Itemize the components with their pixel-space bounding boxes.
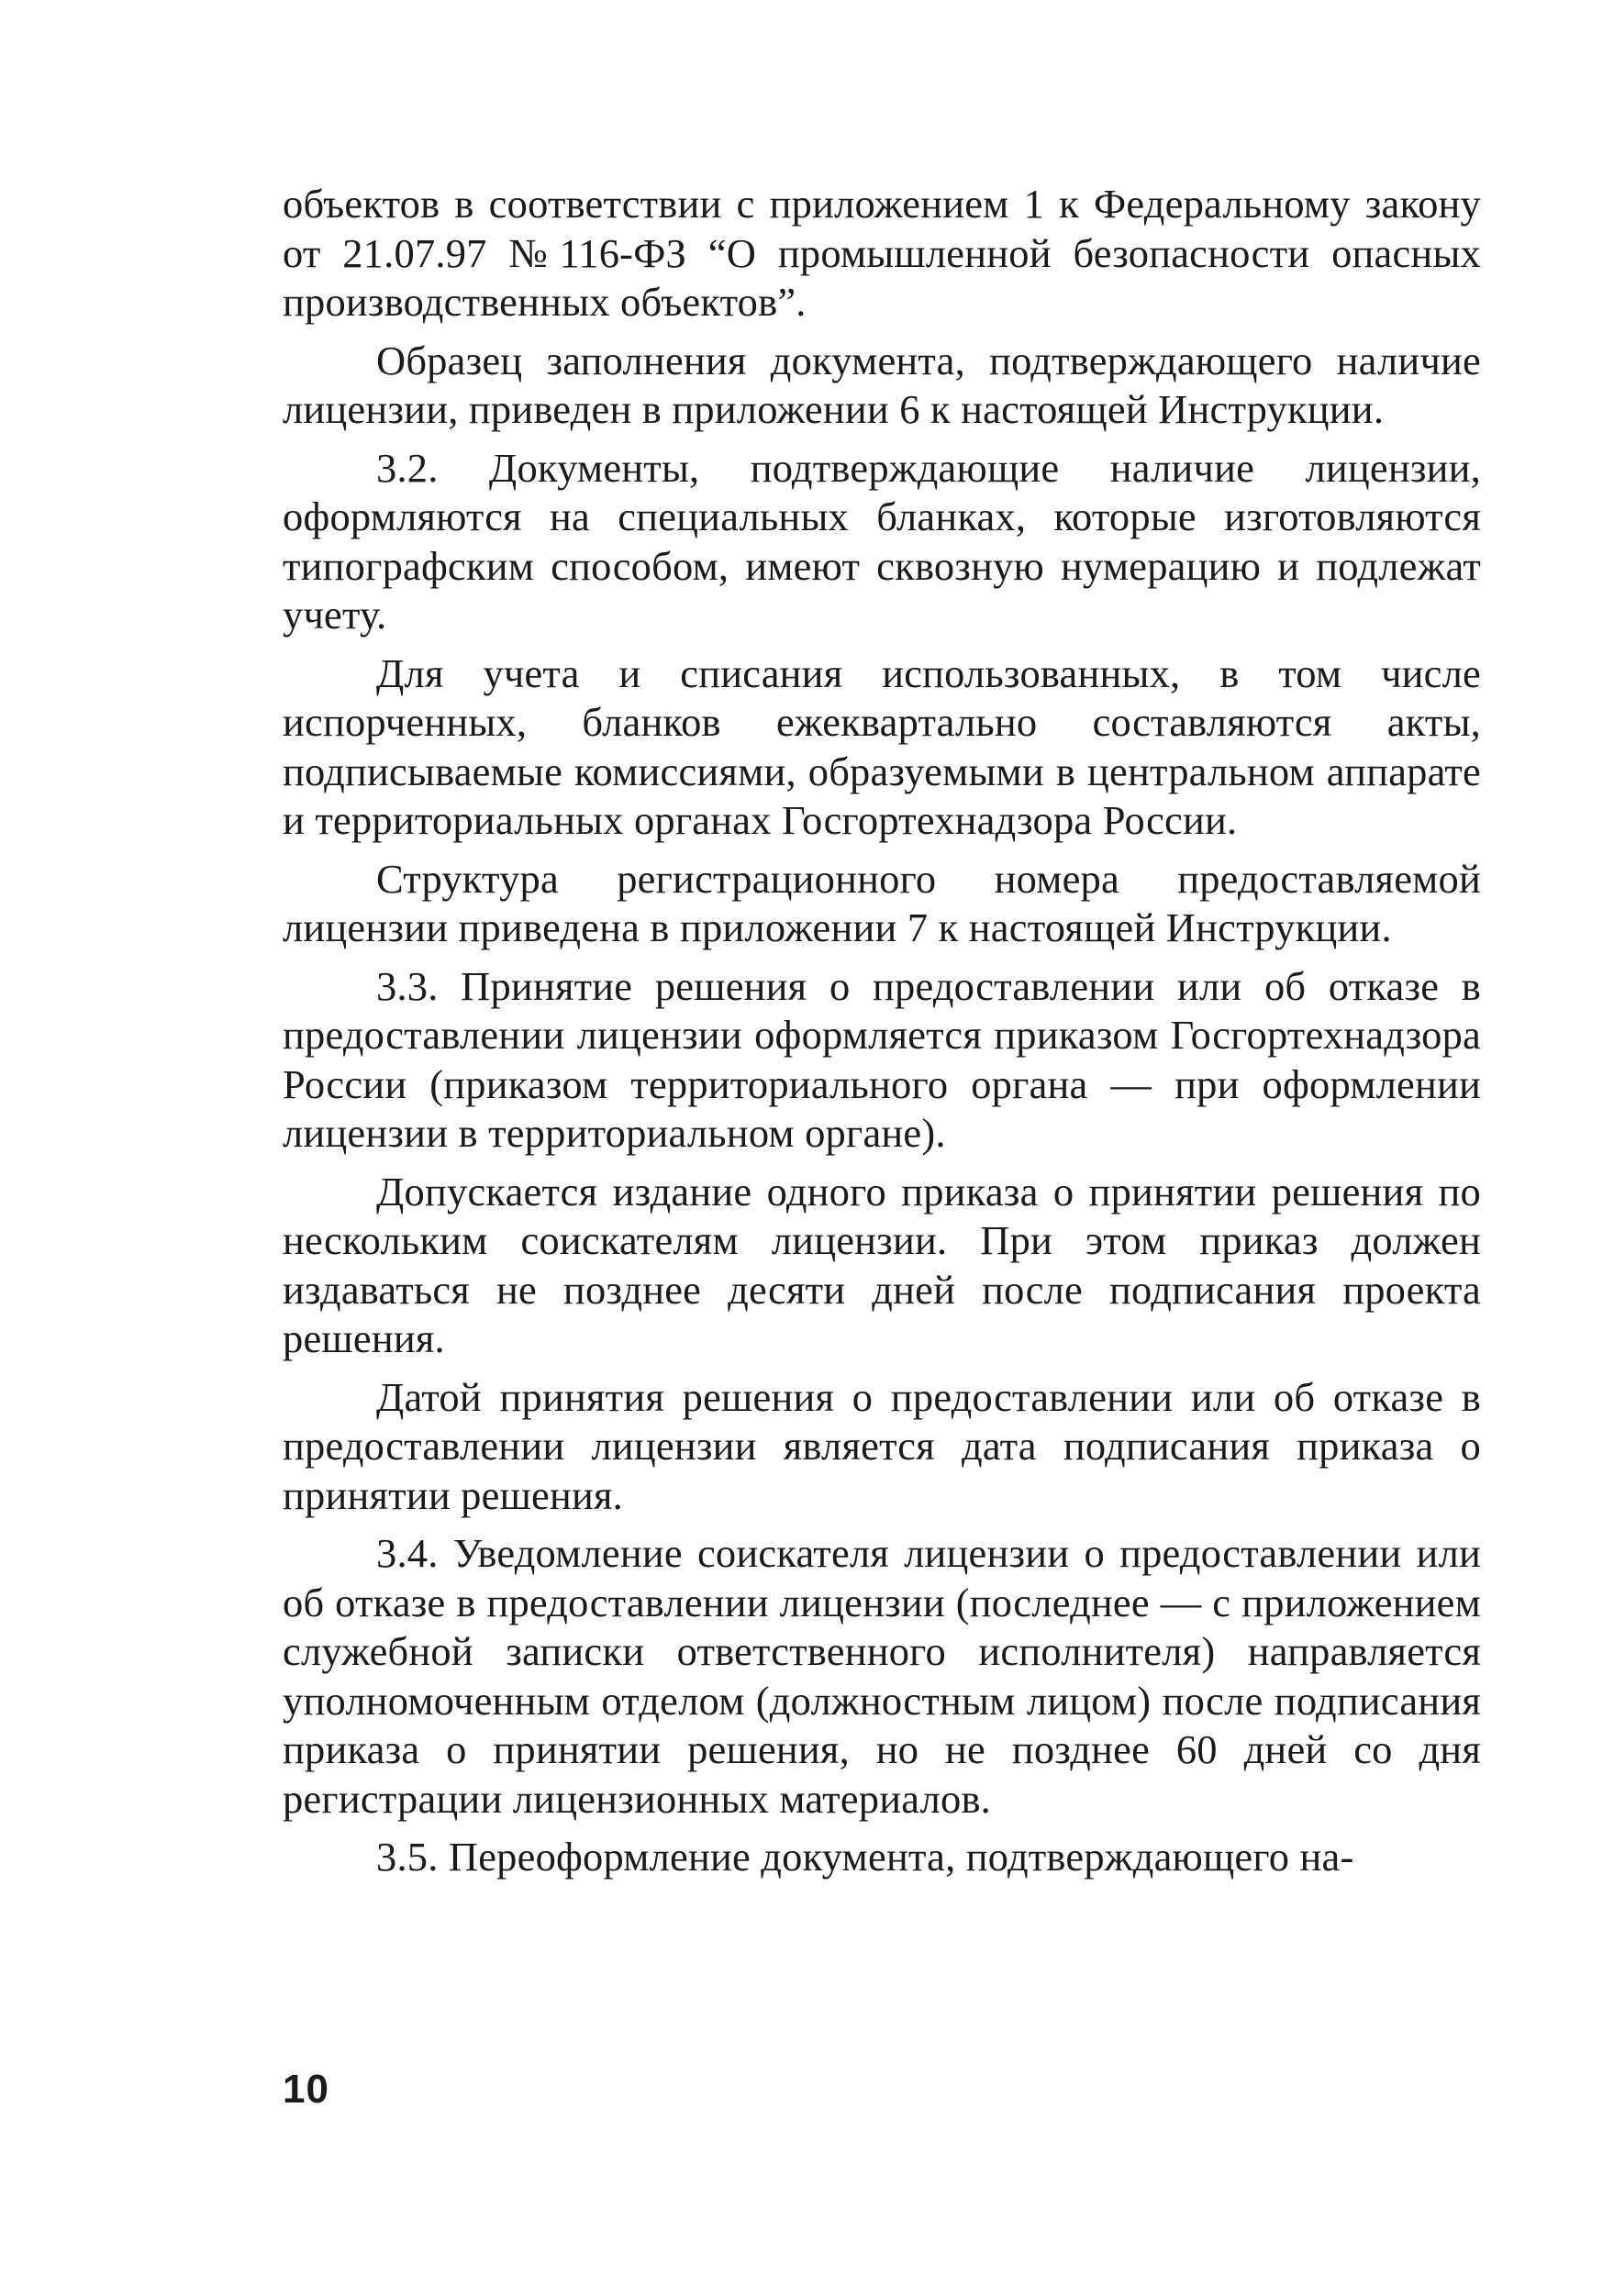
body-text xyxy=(283,180,1481,1891)
paragraph-2: Образец заполнения документа, подтверждающего наличие лицензии, приведен в приложении 6 к настоящей Инструкции. xyxy=(283,337,1481,432)
paragraph-3-5: 3.5. Переоформление документа, подтверждающего на- xyxy=(376,1834,1354,1880)
paragraph-7: Допускается издание одного приказа о принятии решения по нескольким соискателям лицензии. При этом приказ должен издаваться не позднее десяти дней после подписания проекта решения. xyxy=(283,1168,1481,1361)
paragraph-4: Для учета и списания использованных, в том числе испорченных, бланков ежеквартально составляются акты, подписываемые комиссиями, образуемыми в центральном аппарате и территориальных органах Госгортехнадзора России. xyxy=(283,649,1481,843)
paragraph-8: Датой принятия решения о предоставлении или об отказе в предоставлении лицензии является дата подписания приказа о принятии решения. xyxy=(283,1373,1481,1518)
paragraph-3-3: 3.3. Принятие решения о предоставлении или об отказе в предоставлении лицензии оформляется приказом Госгортехнадзора России (приказом территориального органа — при оформлении лицензии в территориальном органе). xyxy=(283,962,1481,1156)
paragraph-5: Структура регистрационного номера предоставляемой лицензии приведена в приложении 7 к настоящей Инструкции. xyxy=(283,855,1481,950)
paragraph-3-4: 3.4. Уведомление соискателя лицензии о предоставлении или об отказе в предоставлении лицензии (последнее — с приложением служебной записки ответственного исполнителя) направляется уполномоченным отделом (должностным лицом) после подписания приказа о принятии решения, но не позднее 60 дней со дня регистрации лицензионных материалов. xyxy=(283,1530,1481,1822)
paragraph-1: объектов в соответствии с приложением 1 к Федеральному закону от 21.07.97 №116-ФЗ “О промышленной безопасности опасных производственных объектов”. xyxy=(283,181,1481,325)
paragraph-3-2: 3.2. Документы, подтверждающие наличие лицензии, оформляются на специальных бланках, которые изготовляются типографским способом, имеют сквозную нумерацию и подлежат учету. xyxy=(283,444,1481,638)
page-number: 10 xyxy=(283,2067,329,2112)
